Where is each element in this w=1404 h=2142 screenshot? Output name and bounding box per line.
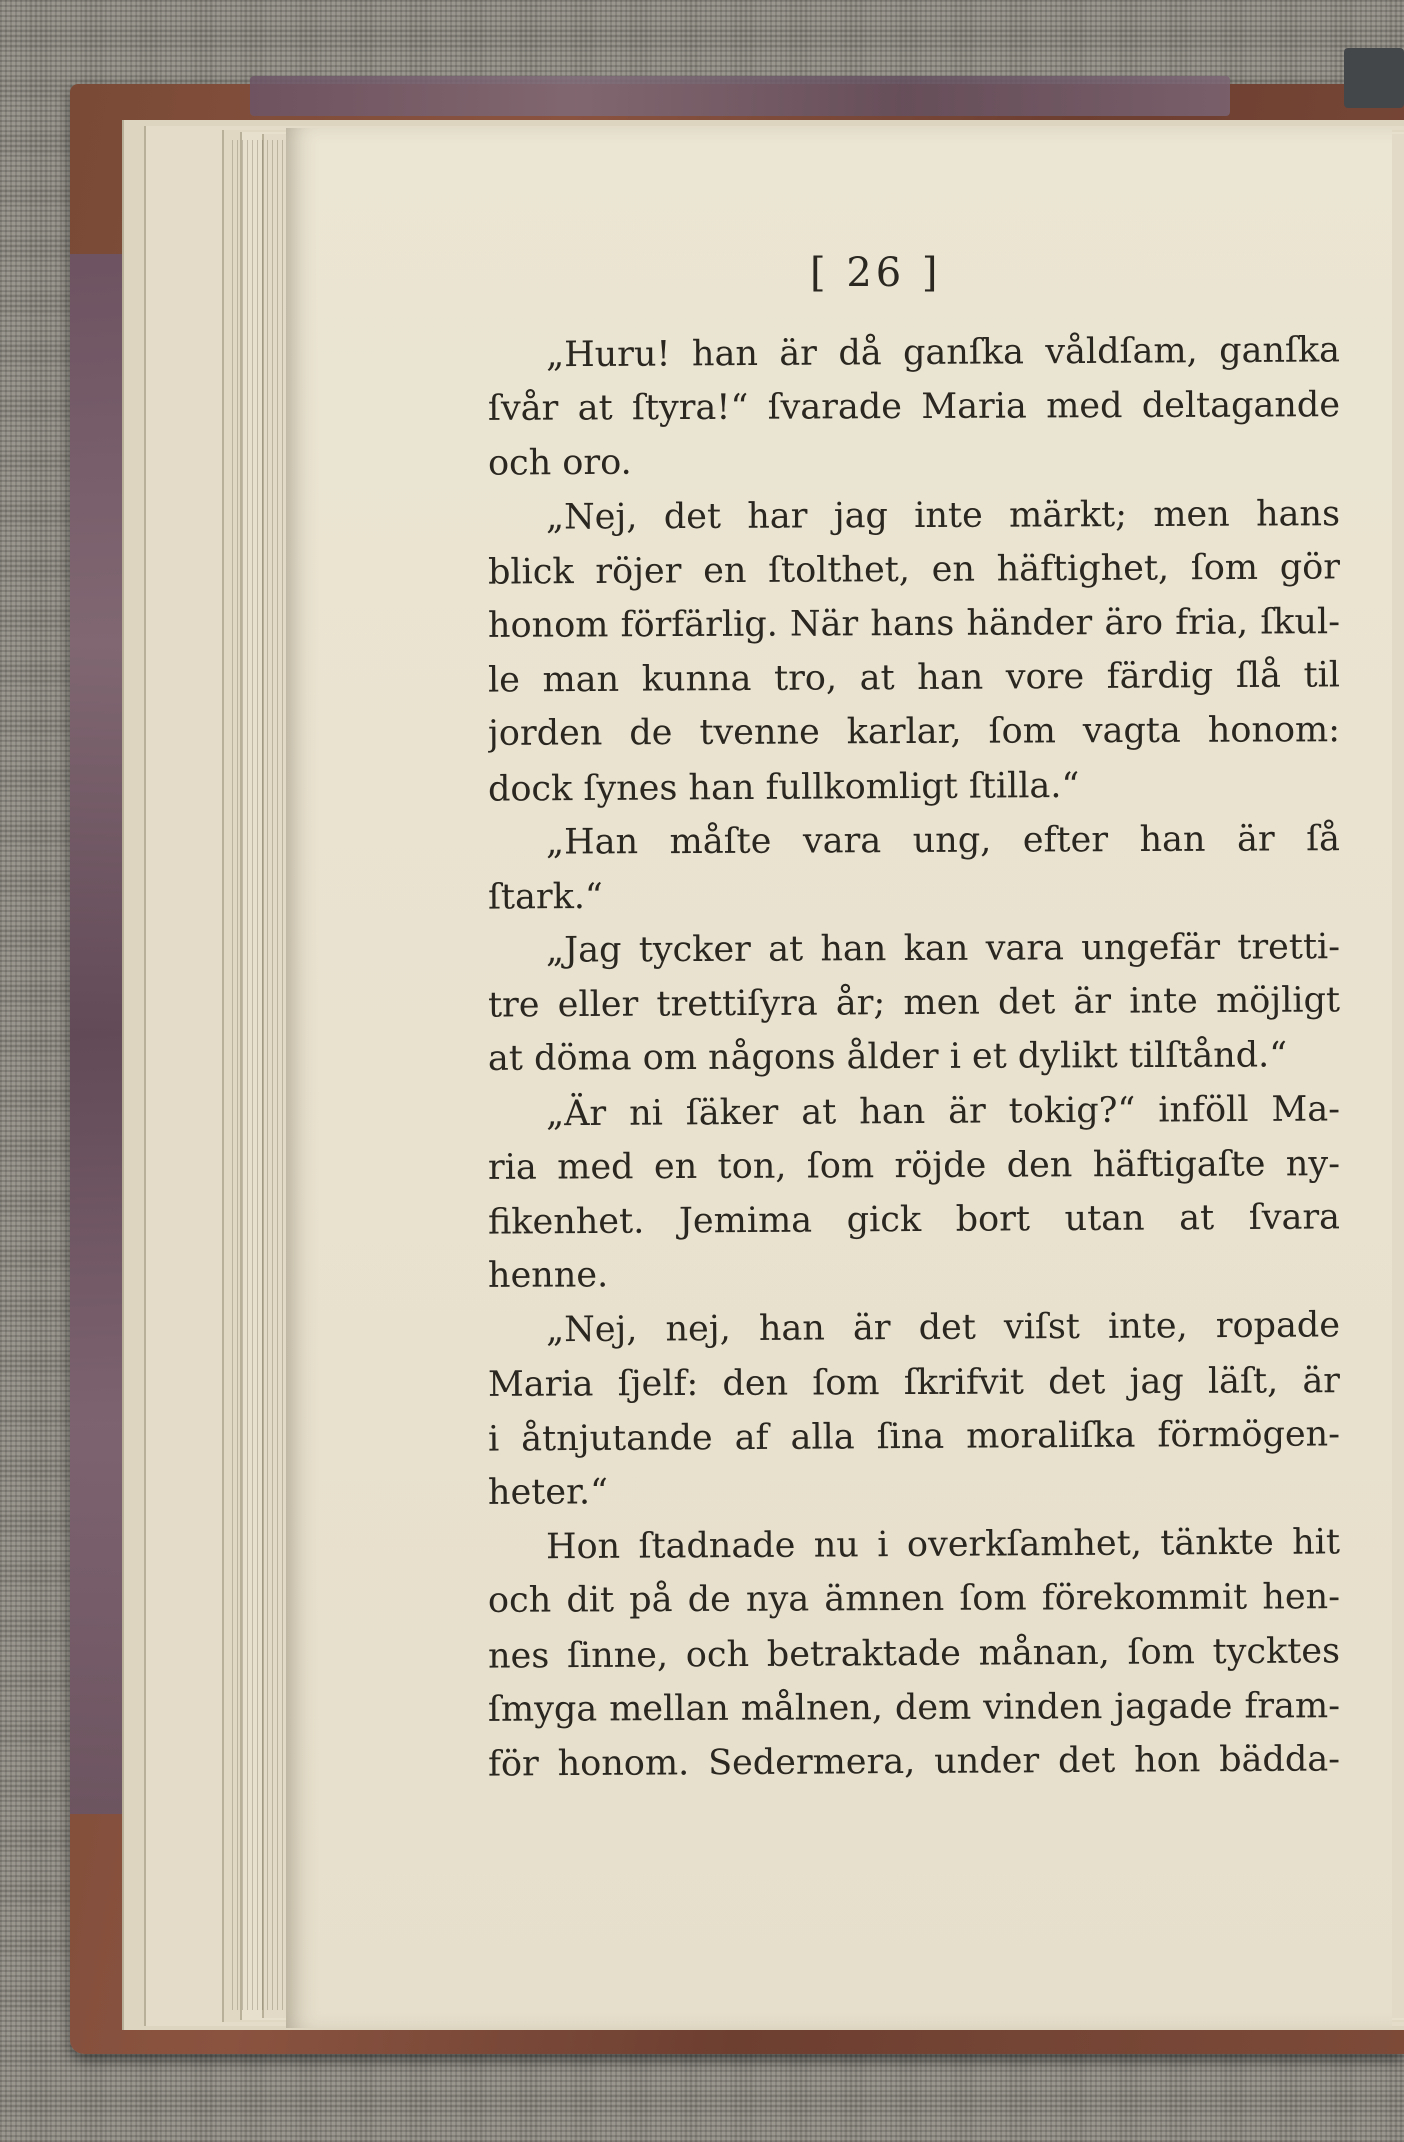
text-line: fikenhet. Jemima gick bort utan at ſvara <box>487 1197 1341 1243</box>
text-line: blick röjer en ſtolthet, en häftighet, ſom gör <box>487 547 1341 593</box>
text-line: „Huru! han är då ganſka våldſam, ganſka <box>545 330 1341 376</box>
text-line: dock ſynes han fullkomligt ſtilla.“ <box>487 765 1080 810</box>
text-line: at döma om någons ålder i et dylikt tilſtånd.“ <box>487 1035 1288 1080</box>
text-line: ria med en ton, ſom röjde den häftigaſte ny- <box>487 1143 1341 1188</box>
page-stack-lines <box>232 140 292 2010</box>
text-line: „Nej, det har jag inte märkt; men hans <box>545 493 1341 538</box>
text-line: Hon ſtadnade nu i overkſamhet, tänkte hit <box>545 1522 1341 1568</box>
text-line: „Är ni ſäker at han är tokig?“ inföll Ma- <box>545 1089 1341 1134</box>
text-line: i åtnjutande af alla ſina moraliſka förmögen- <box>487 1414 1341 1460</box>
text-line: för honom. Sedermera, under det hon bädda- <box>487 1739 1341 1785</box>
text-line: nes ſinne, och betraktade månan, ſom tycktes <box>487 1630 1341 1677</box>
text-line: henne. <box>487 1255 609 1297</box>
text-line: heter.“ <box>487 1472 609 1513</box>
text-line: le man kunna tro, at han vore färdig ſlå til <box>487 655 1341 701</box>
text-line: „Han måſte vara ung, efter han är ſå <box>545 818 1341 863</box>
text-line: tre eller trettiſyra år; men det är inte möjligt <box>487 980 1341 1026</box>
page-text <box>488 326 1340 1789</box>
text-line: och dit på de nya ämnen ſom förekommit hen- <box>487 1577 1341 1622</box>
text-line: „Nej, nej, han är det viſst inte, ropade <box>545 1305 1341 1351</box>
text-line: och oro. <box>487 443 632 484</box>
text-line: jorden de tvenne karlar, ſom vagta honom: <box>487 710 1341 755</box>
text-line: ſmyga mellan målnen, dem vinden jagade fram- <box>487 1685 1341 1730</box>
text-line: Maria ſjelf: den ſom ſkrifvit det jag läſt, är <box>487 1360 1341 1405</box>
text-line: ſtark.“ <box>487 876 603 918</box>
text-line: honom förfärlig. När hans händer äro fria, ſkul- <box>487 602 1341 646</box>
page-number: [ 26 ] <box>810 250 942 296</box>
text-line: ſvår at ſtyra!“ ſvarade Maria med deltagande <box>487 385 1341 430</box>
cover-corner <box>1344 48 1404 108</box>
marbled-board-top <box>250 76 1230 116</box>
text-line: „Jag tycker at han kan vara ungefär tretti- <box>545 927 1341 971</box>
